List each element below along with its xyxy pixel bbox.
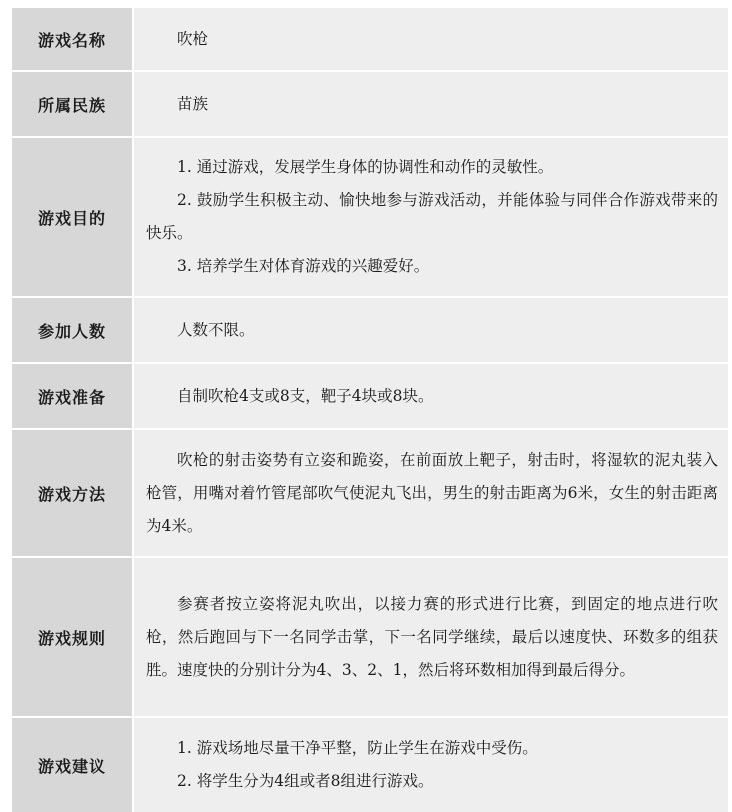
row-label: 游戏准备 bbox=[12, 364, 134, 428]
content-paragraph: 1. 通过游戏，发展学生身体的协调性和动作的灵敏性。 bbox=[177, 158, 554, 176]
row-content bbox=[134, 72, 728, 136]
content-paragraph: 吹枪 bbox=[177, 29, 209, 48]
row-label: 游戏规则 bbox=[12, 558, 134, 716]
row-ethnicity bbox=[12, 72, 728, 138]
row-content bbox=[134, 718, 728, 812]
row-content bbox=[134, 8, 728, 70]
row-label: 游戏方法 bbox=[12, 430, 134, 556]
game-info-table bbox=[12, 8, 728, 812]
row-rules bbox=[12, 558, 728, 718]
row-label: 所属民族 bbox=[12, 72, 134, 136]
row-suggestions bbox=[12, 718, 728, 812]
row-label: 游戏建议 bbox=[12, 718, 134, 812]
row-method bbox=[12, 430, 728, 558]
content-paragraph: 2. 鼓励学生积极主动、愉快地参与游戏活动，并能体验与同伴合作游戏带来的快乐。 bbox=[146, 191, 718, 242]
row-label: 游戏目的 bbox=[12, 138, 134, 296]
content-paragraph: 2. 将学生分为4组或者8组进行游戏。 bbox=[177, 772, 434, 790]
content-paragraph: 人数不限。 bbox=[177, 320, 255, 339]
content-paragraph: 1. 游戏场地尽量干净平整，防止学生在游戏中受伤。 bbox=[177, 739, 538, 757]
row-content bbox=[134, 558, 728, 716]
content-paragraph: 自制吹枪4支或8支，靶子4块或8块。 bbox=[177, 386, 434, 405]
row-purpose bbox=[12, 138, 728, 298]
row-participants bbox=[12, 298, 728, 364]
row-label: 参加人数 bbox=[12, 298, 134, 362]
row-label: 游戏名称 bbox=[12, 8, 134, 70]
row-content bbox=[134, 430, 728, 556]
row-preparation bbox=[12, 364, 728, 430]
content-paragraph: 3. 培养学生对体育游戏的兴趣爱好。 bbox=[177, 257, 430, 275]
row-content bbox=[134, 364, 728, 428]
content-paragraph: 苗族 bbox=[177, 94, 209, 113]
content-paragraph: 吹枪的射击姿势有立姿和跪姿，在前面放上靶子，射击时，将湿软的泥丸装入枪管，用嘴对着竹管尾部吹气使泥丸飞出，男生的射击距离为6米，女生的射击距离为4米。 bbox=[146, 450, 718, 535]
row-content bbox=[134, 138, 728, 296]
content-paragraph: 参赛者按立姿将泥丸吹出，以接力赛的形式进行比赛，到固定的地点进行吹枪，然后跑回与下一名同学击掌，下一名同学继续，最后以速度快、环数多的组获胜。速度快的分别计分为4、3、2、1，然后将环数相加得到最后得分。 bbox=[146, 594, 718, 679]
row-content bbox=[134, 298, 728, 362]
row-name bbox=[12, 8, 728, 72]
